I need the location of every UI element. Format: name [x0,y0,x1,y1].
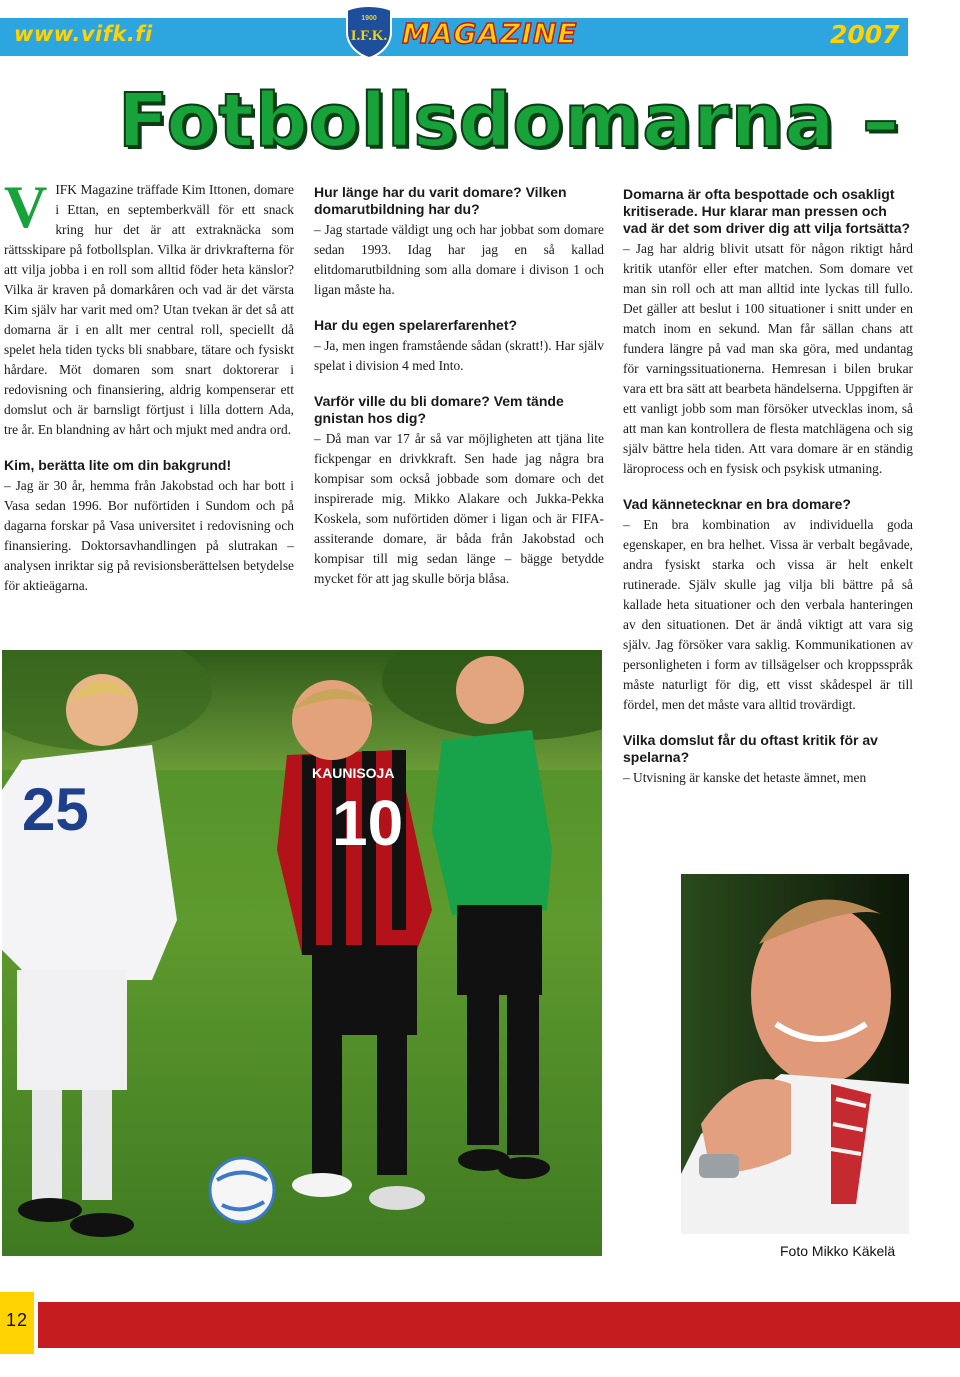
question: Hur länge har du varit domare? Vilken domarutbildning har du? [314,184,567,217]
question: Har du egen spelarerfarenhet? [314,317,518,333]
answer: – Jag startade väldigt ung och har jobbat som domare sedan 1993. Idag har jag en så kallad elitdomarutbildning som alla domare i divison 1 och ligan måste ha. [314,222,604,297]
intro-paragraph [4,174,294,440]
issue-year: 2007 [830,20,900,49]
answer: – Ja, men ingen framstående sådan (skratt!). Har själv spelat i division 4 med Into. [314,338,604,373]
answer: – Jag har aldrig blivit utsatt för någon riktigt hård kritik utanför eller efter matchen. Som domare vet man sin roll och att man alltid inte lyckas till fullo. Det gäller att beslut i 100 situationer i snitt under en match inom en sekund. Man får sällan chans att fundera längre på vad man ska göra, med undantag för varningssituationerna. Hemresan i bilen brukar vara ett bra sätt att bearbeta händelserna. Uppgiften är ett vanligt jobb som man försöker utvecklas inom, så att man kan kontrollera de flesta matchlägena och sig själv bättre hela tiden. Att vara domare är en ständig läroprocess och en fysisk och psykisk utmaning. [623,241,913,476]
answer: – Utvisning är kanske det hetaste ämnet, men [623,770,867,785]
question: Vad kännetecknar en bra domare? [623,496,851,512]
intro-text: IFK Magazine träffade Kim Ittonen, domare i Ettan, en septemberkväll för ett snack kring hur det är att extraknäcka som rättsskipare på fotbollsplan. Vilka är drivkrafterna för att vilja jobba i en roll som alltid föder heta känslor? Vilka är kraven på domarkåren och vad är det värsta Kim själv har varit med om? Utan tvekan är det så att domarna är i en allt mer central roll, speciellt då spelet hela tiden tycks bli snabbare, tätare och fysiskt hårdare. Möt domaren som snart doktorerar i redovisning och finansiering, aldrig kompenserar ett domslut och är barnsligt förtjust i lilla dottern Ada, tre år. En blandning av hårt och mjukt med andra ord. [4,182,294,437]
logo-letters: I.F.K. [350,28,388,44]
column-1 [4,174,294,596]
answer: – En bra kombination av individuella goda egenskaper, en bra helhet. Vissa är verbalt begåvade, andra fysiskt starka och vissa är helt enkelt rutinerade. Själv skulle jag vilja bli bättre på så kallade heta situationer och den verbala hanteringen av den situationen. Det är ändå viktigt att vara sig själv. Jag försöker vara saklig. Kommunikationen av personligheten i form av tillsägelser och kroppsspråk måste naturligt för dig, ett visst skådespel är till fördel, men det måste vara alltid trovärdigt. [623,517,913,712]
referee-portrait [681,874,909,1234]
jersey-number: 10 [332,787,404,859]
jersey-name: KAUNISOJA [312,765,395,781]
photo-credit: Foto Mikko Käkelä [780,1243,896,1259]
match-photo [2,650,602,1256]
question: Domarna är ofta bespottade och osakligt kritiserade. Hur klarar man pressen och vad är det som driver dig att vilja fortsätta? [623,186,911,236]
question: Vilka domslut får du oftast kritik för av spelarna? [623,732,878,765]
page-title: Fotbollsdomarna – [118,78,901,164]
logo-year: 1900 [361,15,377,22]
page-number: 12 [5,1310,29,1330]
footer-stripe [38,1302,960,1348]
site-url[interactable]: www.vifk.fi [14,22,153,46]
opponent-number: 25 [22,776,89,843]
magazine-label: MAGAZINE [402,17,578,50]
question: Varför ville du bli domare? Vem tände gnistan hos dig? [314,393,564,426]
column-2 [314,184,604,589]
answer: – Då man var 17 år så var möjligheten att tjäna lite fickpengar en drivkkraft. Sen hade jag några bra kompisar som också jobbade som domare och det inspirerade mig. Mikko Alakare och Jukka-Pekka Koskela, som nuförtiden dömer i ligan och är FIFA-assiterande domare, är båda från Jakobstad och kompisar till mig sedan länge – bägge betydde mycket för att jag skulle börja blåsa. [314,431,604,586]
answer: – Jag är 30 år, hemma från Jakobstad och har bott i Vasa sedan 1996. Bor nuförtiden i Sundom och på dagarna forskar på Vasa universitet i redovisning och finansiering. Doktorsavhandlingen på slutrakan – analysen inriktar sig på revisionsberättelsen betydelse för aktieägarna. [4,478,294,593]
club-crest-icon [343,4,395,60]
question: Kim, berätta lite om din bakgrund! [4,457,232,473]
drop-cap: V [4,174,48,240]
column-3 [623,186,913,788]
